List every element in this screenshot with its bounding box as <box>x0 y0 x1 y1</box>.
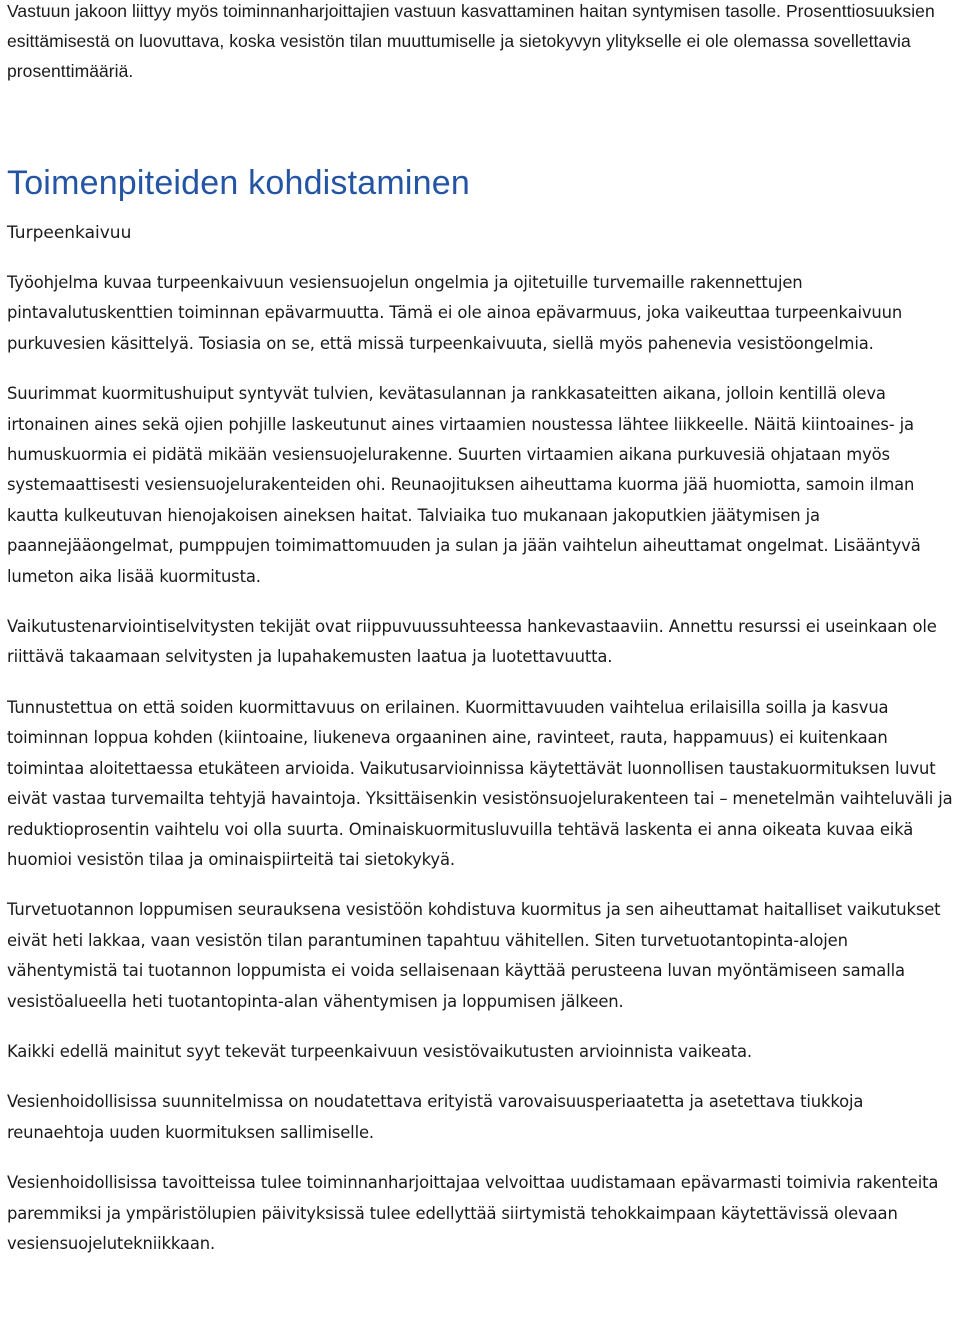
section-subheading: Turpeenkaivuu <box>7 223 132 243</box>
body-paragraph: Suurimmat kuormitushuiput syntyvät tulvien, kevätasulannan ja rankkasateitten aikana, jolloin kentillä oleva irtonainen aines sekä ojien pohjille laskeutunut aines virtaamien noustessa lähtee liikkeelle. Näitä kiintoaines- ja humuskuormia ei pidätä mikään vesiensuojelurakenne. Suurten virtaamien aikana purkuvesiä ohjataan myös systemaattisesti vesiensuojelurakenteiden ohi. Reunaojituksen aiheuttama kuorma jää huomiotta, samoin ilman kautta kulkeutuvan hienojakoisen aineksen haitat. Talviaika tuo mukanaan jakoputkien jäätymisen ja paannejääongelmat, pumppujen toimimattomuuden ja sulan ja jään vaihtelun aiheuttamat ongelmat. Lisääntyvä lumeton aika lisää kuormitusta. <box>7 384 921 586</box>
intro-paragraph: Vastuun jakoon liittyy myös toiminnanharjoittajien vastuun kasvattaminen haitan syntymisen tasolle. Prosenttiosuuksien esittämisestä on luovuttava, koska vesistön tilan muuttumiselle ja sietokyvyn ylitykselle ei ole olemassa sovellettavia prosenttimääriä. <box>7 1 935 81</box>
body-paragraph: Vaikutustenarviointiselvitysten tekijät ovat riippuvuussuhteessa hankevastaaviin. Annettu resurssi ei useinkaan ole riittävä takaamaan selvitysten ja lupahakemusten laatua ja luotettavuutta. <box>7 617 937 667</box>
body-paragraph: Vesienhoidollisissa tavoitteissa tulee toiminnanharjoittajaa velvoittaa uudistamaan epävarmasti toimivia rakenteita paremmiksi ja ympäristölupien päivityksissä tulee edellyttää siirtymistä tehokkaimpaan käytettävissä olevaan vesiensuojelutekniikkaan. <box>7 1173 939 1253</box>
body-paragraph: Turvetuotannon loppumisen seurauksena vesistöön kohdistuva kuormitus ja sen aiheuttamat haitalliset vaikutukset eivät heti lakkaa, vaan vesistön tilan parantuminen tapahtuu vähitellen. Siten turvetuotantopinta-alojen vähentymistä tai tuotannon loppumista ei voida sellaisenaan käyttää perusteena luvan myöntämiseen samalla vesistöalueella heti tuotantopinta-alan vähentymisen ja loppumisen jälkeen. <box>7 900 941 1011</box>
body-paragraph: Kaikki edellä mainitut syyt tekevät turpeenkaivuun vesistövaikutusten arvioinnista vaikeata. <box>7 1041 752 1061</box>
document-page <box>7 0 955 1259</box>
body-paragraph: Tunnustettua on että soiden kuormittavuus on erilainen. Kuormittavuuden vaihtelua erilaisilla soilla ja kasvua toiminnan loppua kohden (kiintoaine, liukeneva orgaaninen aine, ravinteet, rauta, happamuus) ei kuitenkaan toimintaa aloitettaessa etukäteen arvioida. Vaikutusarvioinnissa käytettävät luonnollisen taustakuormituksen luvut eivät vastaa turvemailta tehtyjä havaintoja. Yksittäisenkin vesistönsuojelurakenteen tai – menetelmän vaihteluväli ja reduktioprosentin vaihtelu voi olla suurta. Ominaiskuormitusluvuilla tehtävä laskenta ei anna oikeata kuvaa eikä huomioi vesistön tilaa ja ominaispiirteitä tai sietokykyä. <box>7 697 953 869</box>
body-paragraph: Vesienhoidollisissa suunnitelmissa on noudatettava erityistä varovaisuusperiaatetta ja asetettava tiukkoja reunaehtoja uuden kuormituksen sallimiselle. <box>7 1092 864 1142</box>
section-heading: Toimenpiteiden kohdistaminen <box>7 164 470 202</box>
body-paragraph: Työohjelma kuvaa turpeenkaivuun vesiensuojelun ongelmia ja ojitetuille turvemaille rakennettujen pintavalutuskenttien toiminnan epävarmuutta. Tämä ei ole ainoa epävarmuus, joka vaikeuttaa turpeenkaivuun purkuvesien käsittelyä. Tosiasia on se, että missä turpeenkaivuuta, siellä myös pahenevia vesistöongelmia. <box>7 273 903 353</box>
